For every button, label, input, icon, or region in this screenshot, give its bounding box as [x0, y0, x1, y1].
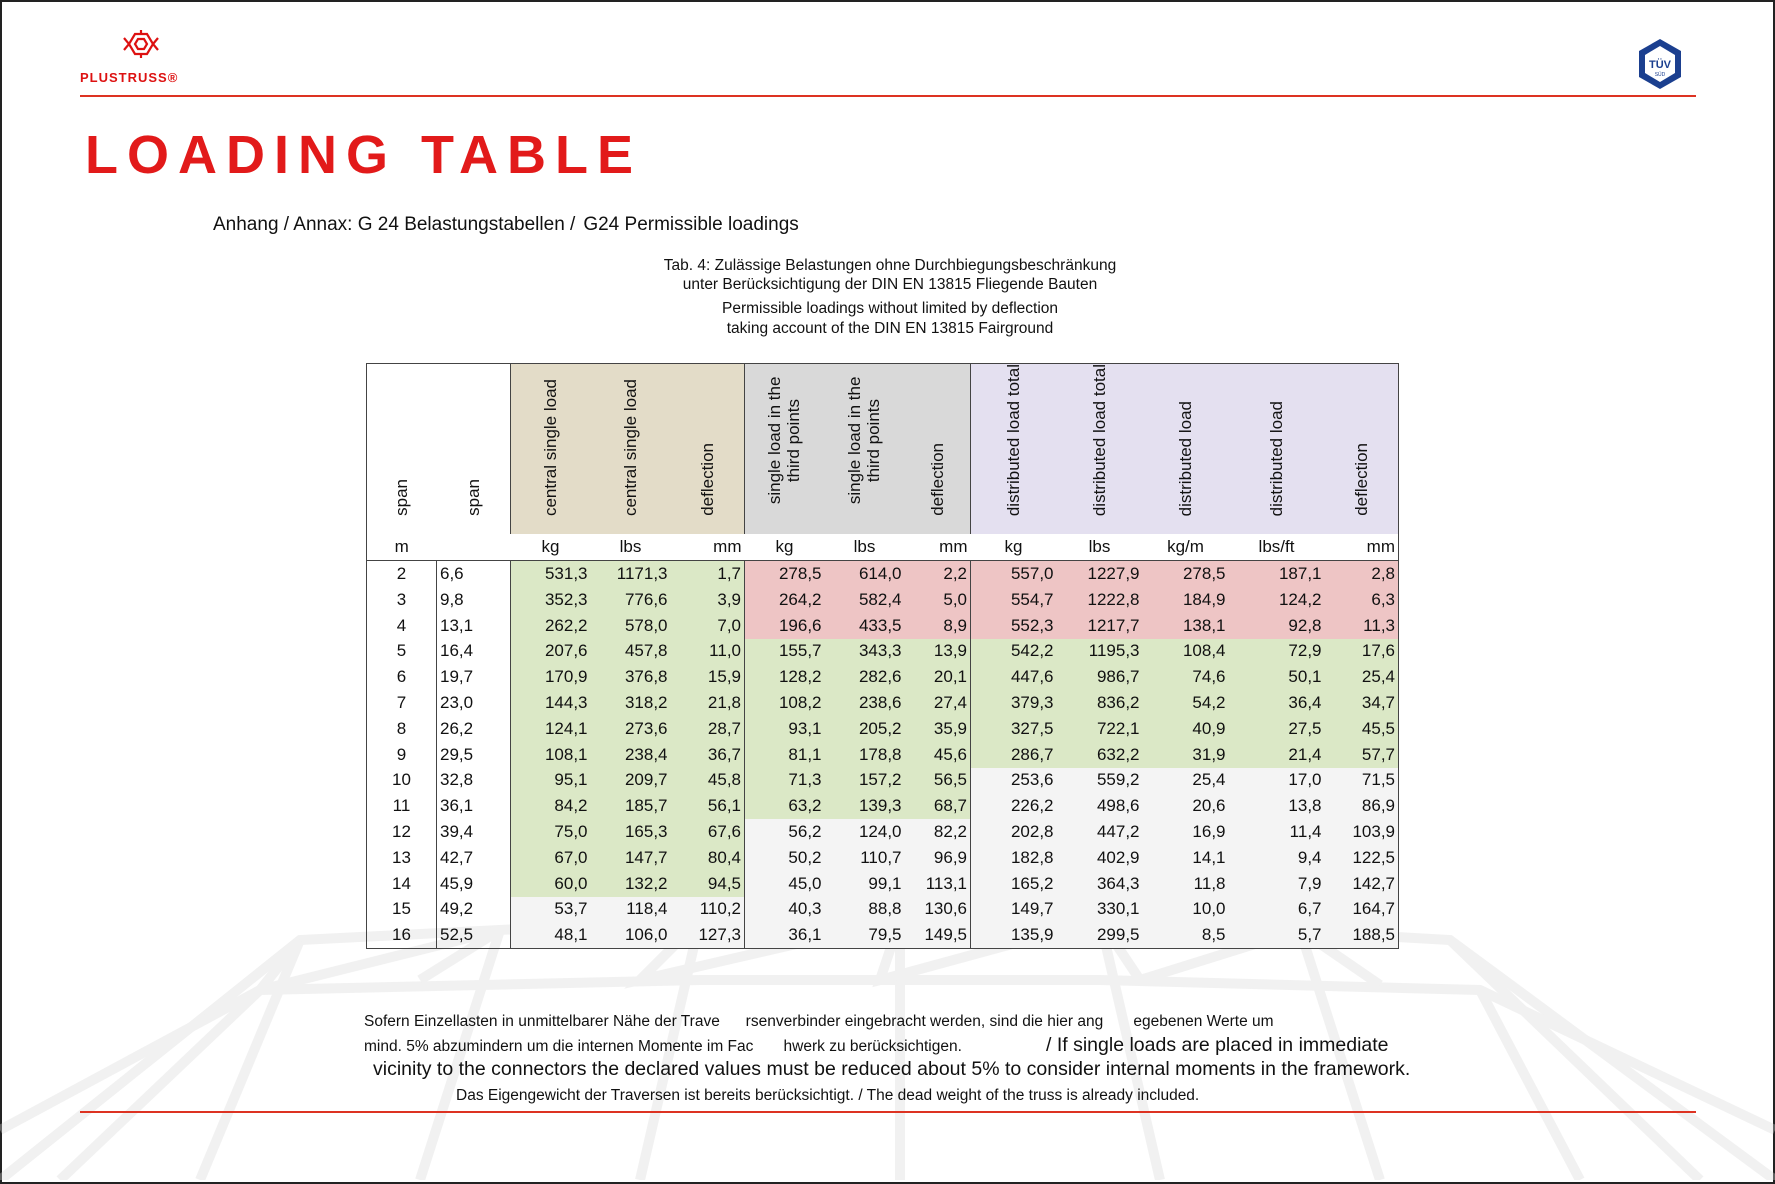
table-cell: 5 [367, 639, 437, 665]
footer-rule [80, 1111, 1696, 1113]
table-cell: 5,0 [905, 587, 971, 613]
table-cell: 6,3 [1325, 587, 1399, 613]
caption-line-3: Permissible loadings without limited by deflection [722, 300, 1058, 317]
table-cell: 498,6 [1057, 793, 1143, 819]
table-cell: 286,7 [971, 742, 1057, 768]
table-cell: 165,2 [971, 871, 1057, 897]
table-cell: 54,2 [1143, 690, 1229, 716]
table-cell: 103,9 [1325, 819, 1399, 845]
svg-text:TÜV: TÜV [1649, 59, 1671, 71]
table-cell: 330,1 [1057, 897, 1143, 923]
table-cell: 50,1 [1229, 664, 1325, 690]
table-cell: 79,5 [825, 922, 905, 948]
table-cell: 20,6 [1143, 793, 1229, 819]
table-row [367, 742, 1399, 768]
table-cell: 164,7 [1325, 897, 1399, 923]
table-cell: 135,9 [971, 922, 1057, 948]
table-cell: 402,9 [1057, 845, 1143, 871]
table-cell: 128,2 [745, 664, 825, 690]
table-cell: 1171,3 [591, 561, 671, 587]
note-line-3: vicinity to the connectors the declared values must be reduced about 5% to consider internal moments in the framework. [373, 1058, 1411, 1080]
table-cell: 21,4 [1229, 742, 1325, 768]
unit-cell: m [367, 534, 437, 561]
table-cell: 531,3 [511, 561, 591, 587]
table-cell: 39,4 [437, 819, 511, 845]
table-cell: 7 [367, 690, 437, 716]
annex-part1: Anhang / Annax: G 24 Belastungstabellen / [213, 214, 576, 235]
table-cell: 253,6 [971, 768, 1057, 794]
table-cell: 29,5 [437, 742, 511, 768]
table-cell: 986,7 [1057, 664, 1143, 690]
table-cell: 178,8 [825, 742, 905, 768]
table-cell: 8,9 [905, 613, 971, 639]
table-cell: 86,9 [1325, 793, 1399, 819]
table-cell: 124,2 [1229, 587, 1325, 613]
table-cell: 72,9 [1229, 639, 1325, 665]
table-cell: 110,7 [825, 845, 905, 871]
table-cell: 56,2 [745, 819, 825, 845]
unit-cell: lbs/ft [1258, 537, 1295, 557]
col-header: single load in the third points [825, 364, 905, 535]
table-cell: 157,2 [825, 768, 905, 794]
table-cell: 40,3 [745, 897, 825, 923]
table-cell: 17,6 [1325, 639, 1399, 665]
table-cell: 36,1 [745, 922, 825, 948]
table-cell: 25,4 [1143, 768, 1229, 794]
table-row [367, 922, 1399, 948]
table-cell: 12 [367, 819, 437, 845]
table-cell: 113,1 [905, 871, 971, 897]
table-cell: 93,1 [745, 716, 825, 742]
table-cell: 17,0 [1229, 768, 1325, 794]
table-cell: 614,0 [825, 561, 905, 587]
annex-part2: G24 Permissible loadings [583, 214, 799, 235]
table-cell: 632,2 [1057, 742, 1143, 768]
table-cell: 144,3 [511, 690, 591, 716]
caption-line-1: Tab. 4: Zulässige Belastungen ohne Durchbiegungsbeschränkung [663, 257, 1117, 274]
table-cell: 4 [367, 613, 437, 639]
col-header: distributed load [1143, 364, 1229, 535]
page-title: LOADING TABLE [85, 125, 642, 185]
table-cell: 50,2 [745, 845, 825, 871]
table-cell: 379,3 [971, 690, 1057, 716]
table-cell: 185,7 [591, 793, 671, 819]
table-cell: 149,7 [971, 897, 1057, 923]
table-cell: 11,8 [1143, 871, 1229, 897]
table-cell: 88,8 [825, 897, 905, 923]
table-cell: 108,2 [745, 690, 825, 716]
table-row [367, 845, 1399, 871]
unit-cell: lbs [1088, 537, 1111, 557]
table-cell: 74,6 [1143, 664, 1229, 690]
table-cell: 68,7 [905, 793, 971, 819]
table-cell: 15 [367, 897, 437, 923]
table-cell: 207,6 [511, 639, 591, 665]
table-cell: 282,6 [825, 664, 905, 690]
tuv-badge-icon [1634, 38, 1686, 90]
table-cell: 205,2 [825, 716, 905, 742]
table-cell: 13 [367, 845, 437, 871]
table-cell: 139,3 [825, 793, 905, 819]
table-cell: 8 [367, 716, 437, 742]
col-header: span [463, 479, 483, 517]
table-cell: 238,4 [591, 742, 671, 768]
unit-cell: lbs [619, 537, 642, 557]
table-cell: 457,8 [591, 639, 671, 665]
table-cell: 11,3 [1325, 613, 1399, 639]
table-cell: 2 [367, 561, 437, 587]
table-cell: 52,5 [437, 922, 511, 948]
table-cell: 23,0 [437, 690, 511, 716]
col-header: deflection [671, 364, 745, 535]
table-cell: 82,2 [905, 819, 971, 845]
table-row [367, 819, 1399, 845]
col-header: span [367, 364, 437, 535]
table-cell: 11,0 [671, 639, 745, 665]
header-row [367, 364, 1399, 535]
note-line-1: Sofern Einzellasten in unmittelbarer Nähe der Trave rsenverbinder eingebracht werden, sind die hier ang egebenen Werte um [364, 1013, 1274, 1030]
table-cell: 49,2 [437, 897, 511, 923]
table-cell: 25,4 [1325, 664, 1399, 690]
table-cell: 376,8 [591, 664, 671, 690]
col-header: deflection [905, 364, 971, 535]
table-cell: 327,5 [971, 716, 1057, 742]
table-cell: 9,4 [1229, 845, 1325, 871]
table-row [367, 587, 1399, 613]
caption-line-2: unter Berücksichtigung der DIN EN 13815 Fliegende Bauten [682, 276, 1098, 293]
table-cell: 80,4 [671, 845, 745, 871]
unit-cell: kg [541, 537, 560, 557]
table-cell: 202,8 [971, 819, 1057, 845]
caption-line-4: taking account of the DIN EN 13815 Fairground [726, 320, 1054, 337]
table-cell: 10 [367, 768, 437, 794]
table-cell: 16,9 [1143, 819, 1229, 845]
table-cell: 124,1 [511, 716, 591, 742]
table-cell: 14 [367, 871, 437, 897]
note-line-4: Das Eigengewicht der Traversen ist bereits berücksichtigt. / The dead weight of the truss is already included. [456, 1087, 1200, 1104]
table-row [367, 716, 1399, 742]
table-cell: 99,1 [825, 871, 905, 897]
table-cell: 5,7 [1229, 922, 1325, 948]
table-cell: 554,7 [971, 587, 1057, 613]
table-cell: 27,4 [905, 690, 971, 716]
table-cell: 16,4 [437, 639, 511, 665]
table-cell: 343,3 [825, 639, 905, 665]
table-cell: 56,1 [671, 793, 745, 819]
table-cell: 6,6 [437, 561, 511, 587]
table-cell: 122,5 [1325, 845, 1399, 871]
table-cell: 118,4 [591, 897, 671, 923]
table-cell: 557,0 [971, 561, 1057, 587]
col-header: central single load [511, 364, 591, 535]
table-cell: 209,7 [591, 768, 671, 794]
table-cell: 184,9 [1143, 587, 1229, 613]
table-cell: 16 [367, 922, 437, 948]
table-row [367, 690, 1399, 716]
table-cell: 31,9 [1143, 742, 1229, 768]
table-cell: 776,6 [591, 587, 671, 613]
svg-text:SÜD: SÜD [1654, 72, 1666, 78]
table-cell: 2,2 [905, 561, 971, 587]
table-cell: 11 [367, 793, 437, 819]
table-cell: 238,6 [825, 690, 905, 716]
table-cell: 170,9 [511, 664, 591, 690]
unit-cell: mm [939, 537, 968, 557]
table-cell: 6 [367, 664, 437, 690]
table-cell: 75,0 [511, 819, 591, 845]
table-cell: 559,2 [1057, 768, 1143, 794]
table-cell: 447,6 [971, 664, 1057, 690]
table-row [367, 561, 1399, 587]
table-body [367, 561, 1399, 949]
table-cell: 7,0 [671, 613, 745, 639]
table-cell: 149,5 [905, 922, 971, 948]
table-cell: 42,7 [437, 845, 511, 871]
table-cell: 13,8 [1229, 793, 1325, 819]
table-cell: 9 [367, 742, 437, 768]
table-cell: 352,3 [511, 587, 591, 613]
table-cell: 36,1 [437, 793, 511, 819]
table-cell: 1222,8 [1057, 587, 1143, 613]
table-row [367, 768, 1399, 794]
table-cell: 7,9 [1229, 871, 1325, 897]
table-cell: 32,8 [437, 768, 511, 794]
table-cell: 84,2 [511, 793, 591, 819]
table-cell: 578,0 [591, 613, 671, 639]
table-cell: 147,7 [591, 845, 671, 871]
table-cell: 95,1 [511, 768, 591, 794]
table-cell: 9,8 [437, 587, 511, 613]
table-cell: 13,1 [437, 613, 511, 639]
table-cell: 264,2 [745, 587, 825, 613]
header-rule [80, 95, 1696, 97]
table-cell: 13,9 [905, 639, 971, 665]
col-header: distributed load total [971, 364, 1057, 535]
table-row [367, 613, 1399, 639]
col-header: distributed load [1229, 364, 1325, 535]
table-cell: 364,3 [1057, 871, 1143, 897]
table-cell: 35,9 [905, 716, 971, 742]
unit-cell: mm [713, 537, 742, 557]
table-cell: 27,5 [1229, 716, 1325, 742]
table-row [367, 664, 1399, 690]
table-cell: 20,1 [905, 664, 971, 690]
table-cell: 45,9 [437, 871, 511, 897]
table-cell: 132,2 [591, 871, 671, 897]
table-cell: 318,2 [591, 690, 671, 716]
table-cell: 8,5 [1143, 922, 1229, 948]
table-cell: 15,9 [671, 664, 745, 690]
table-cell: 2,8 [1325, 561, 1399, 587]
table-cell: 48,1 [511, 922, 591, 948]
annex-line [213, 214, 807, 236]
table-cell: 1,7 [671, 561, 745, 587]
table-cell: 142,7 [1325, 871, 1399, 897]
table-cell: 36,4 [1229, 690, 1325, 716]
units-row [367, 534, 1399, 561]
table-cell: 67,0 [511, 845, 591, 871]
table-row [367, 871, 1399, 897]
table-cell: 1227,9 [1057, 561, 1143, 587]
table-cell: 40,9 [1143, 716, 1229, 742]
table-cell: 552,3 [971, 613, 1057, 639]
unit-cell [437, 534, 511, 561]
table-cell: 124,0 [825, 819, 905, 845]
col-header: single load in the third points [745, 364, 825, 535]
table-cell: 14,1 [1143, 845, 1229, 871]
table-cell: 138,1 [1143, 613, 1229, 639]
table-row [367, 897, 1399, 923]
table-cell: 433,5 [825, 613, 905, 639]
brand-name: PLUSTRUSS® [80, 70, 179, 85]
table-cell: 130,6 [905, 897, 971, 923]
col-header: deflection [1325, 364, 1399, 535]
unit-cell: mm [1325, 534, 1399, 561]
table-cell: 71,5 [1325, 768, 1399, 794]
table-cell: 1195,3 [1057, 639, 1143, 665]
table-cell: 57,7 [1325, 742, 1399, 768]
table-cell: 182,8 [971, 845, 1057, 871]
table-cell: 26,2 [437, 716, 511, 742]
table-cell: 28,7 [671, 716, 745, 742]
table-cell: 45,5 [1325, 716, 1399, 742]
note-line-2a: mind. 5% abzumindern um die internen Momente im Fac hwerk zu berücksichtigen. [364, 1038, 962, 1055]
table-cell: 56,5 [905, 768, 971, 794]
table-cell: 96,9 [905, 845, 971, 871]
table-cell: 106,0 [591, 922, 671, 948]
table-cell: 81,1 [745, 742, 825, 768]
table-cell: 71,3 [745, 768, 825, 794]
table-cell: 196,6 [745, 613, 825, 639]
table-cell: 45,6 [905, 742, 971, 768]
note-line-2b: / If single loads are placed in immediate [1046, 1034, 1389, 1056]
col-header: distributed load total [1057, 364, 1143, 535]
table-cell: 10,0 [1143, 897, 1229, 923]
table-cell: 187,1 [1229, 561, 1325, 587]
table-cell: 273,6 [591, 716, 671, 742]
table-cell: 36,7 [671, 742, 745, 768]
table-cell: 3,9 [671, 587, 745, 613]
table-cell: 110,2 [671, 897, 745, 923]
loading-table [366, 363, 1399, 949]
table-cell: 3 [367, 587, 437, 613]
table-cell: 60,0 [511, 871, 591, 897]
table-cell: 53,7 [511, 897, 591, 923]
unit-cell: kg/m [1167, 537, 1204, 557]
table-cell: 278,5 [745, 561, 825, 587]
table-cell: 108,4 [1143, 639, 1229, 665]
table-cell: 262,2 [511, 613, 591, 639]
unit-cell: kg [1004, 537, 1023, 557]
table-cell: 63,2 [745, 793, 825, 819]
table-cell: 722,1 [1057, 716, 1143, 742]
table-cell: 6,7 [1229, 897, 1325, 923]
table-cell: 155,7 [745, 639, 825, 665]
table-cell: 188,5 [1325, 922, 1399, 948]
unit-cell: lbs [853, 537, 876, 557]
table-cell: 67,6 [671, 819, 745, 845]
table-cell: 299,5 [1057, 922, 1143, 948]
table-cell: 45,8 [671, 768, 745, 794]
table-cell: 19,7 [437, 664, 511, 690]
table-cell: 45,0 [745, 871, 825, 897]
table-cell: 108,1 [511, 742, 591, 768]
table-cell: 34,7 [1325, 690, 1399, 716]
table-cell: 165,3 [591, 819, 671, 845]
table-cell: 582,4 [825, 587, 905, 613]
col-header: central single load [591, 364, 671, 535]
table-cell: 1217,7 [1057, 613, 1143, 639]
table-cell: 94,5 [671, 871, 745, 897]
table-cell: 447,2 [1057, 819, 1143, 845]
table-row [367, 793, 1399, 819]
table-row [367, 639, 1399, 665]
table-cell: 127,3 [671, 922, 745, 948]
table-cell: 226,2 [971, 793, 1057, 819]
table-cell: 92,8 [1229, 613, 1325, 639]
unit-cell: kg [775, 537, 794, 557]
table-cell: 278,5 [1143, 561, 1229, 587]
table-cell: 11,4 [1229, 819, 1325, 845]
table-cell: 21,8 [671, 690, 745, 716]
table-cell: 542,2 [971, 639, 1057, 665]
table-cell: 836,2 [1057, 690, 1143, 716]
